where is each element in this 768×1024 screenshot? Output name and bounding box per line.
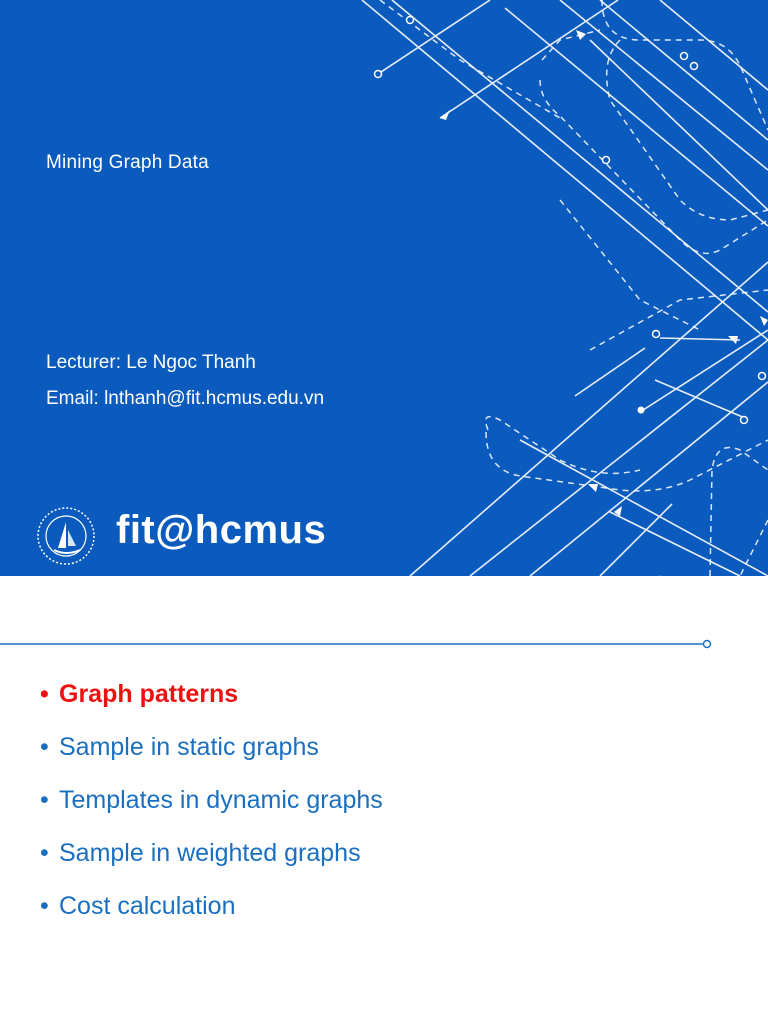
course-title: Mining Graph Data — [46, 152, 209, 173]
bullet-icon: • — [40, 892, 49, 920]
outline-item-label: Sample in weighted graphs — [59, 839, 361, 867]
outline-item-cost-calculation — [40, 880, 383, 933]
outline-item-static-graphs — [40, 721, 383, 774]
university-seal-icon — [28, 500, 104, 566]
bullet-icon: • — [40, 680, 49, 708]
outline-item-label: Cost calculation — [59, 892, 236, 920]
outline-item-graph-patterns — [40, 668, 383, 721]
brand-name: fit@hcmus — [116, 508, 327, 552]
section-divider — [0, 638, 712, 650]
outline-item-label: Graph patterns — [59, 680, 239, 708]
outline-item-weighted-graphs — [40, 827, 383, 880]
bullet-icon: • — [40, 839, 49, 867]
bullet-icon: • — [40, 786, 49, 814]
lecturer-email: Email: lnthanh@fit.hcmus.edu.vn — [46, 388, 325, 409]
bullet-icon: • — [40, 733, 49, 761]
outline-item-dynamic-graphs — [40, 774, 383, 827]
outline-item-label: Sample in static graphs — [59, 733, 319, 761]
outline-list — [40, 668, 383, 933]
lecturer-name: Lecturer: Le Ngoc Thanh — [46, 352, 256, 373]
outline-item-label: Templates in dynamic graphs — [59, 786, 383, 814]
outline-section — [0, 576, 768, 1024]
